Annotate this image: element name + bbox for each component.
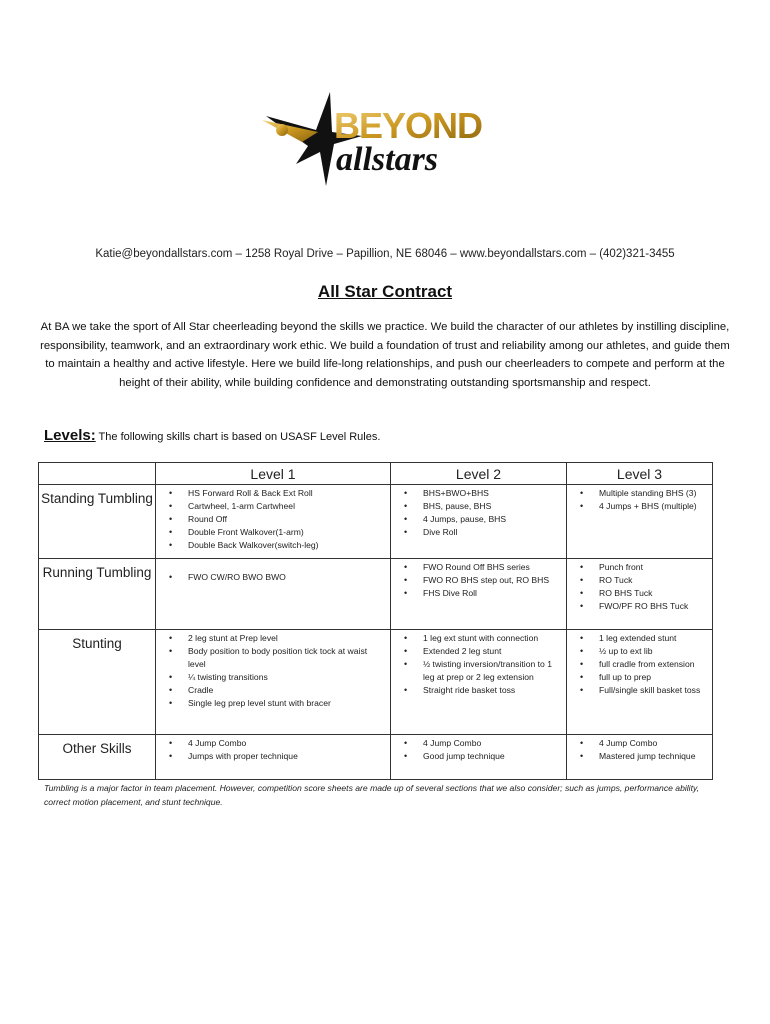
svg-text:allstars: allstars (336, 141, 439, 178)
list-item: • ½ twisting inversion/transition to 1 leg at prep or 2 leg extension (391, 658, 566, 684)
row-label: Other Skills (39, 735, 156, 780)
levels-heading (44, 427, 380, 444)
list-item: • full up to prep (567, 671, 712, 684)
header-level-2: Level 2 (391, 463, 567, 485)
list-item: • Extended 2 leg stunt (391, 645, 566, 658)
contact-line: Katie@beyondallstars.com – 1258 Royal Drive – Papillion, NE 68046 – www.beyondallstars.com – (402)321-3455 (95, 248, 675, 260)
list-item: • 2 leg stunt at Prep level (156, 632, 390, 645)
skill-cell (391, 630, 567, 735)
list-item: • BHS+BWO+BHS (391, 487, 566, 500)
list-item: • Double Front Walkover(1-arm) (156, 526, 390, 539)
skill-cell (567, 735, 713, 780)
list-item: • Straight ride basket toss (391, 684, 566, 697)
skill-cell (567, 630, 713, 735)
list-item: • Mastered jump technique (567, 750, 712, 763)
header-level-3: Level 3 (567, 463, 713, 485)
list-item: • RO BHS Tuck (567, 587, 712, 600)
skill-cell (156, 485, 391, 559)
skill-list (156, 561, 390, 584)
header-empty (39, 463, 156, 485)
list-item: • full cradle from extension (567, 658, 712, 671)
list-item: • Cradle (156, 684, 390, 697)
list-item: • 1 leg ext stunt with connection (391, 632, 566, 645)
skill-list (567, 632, 712, 697)
skill-cell (391, 735, 567, 780)
skill-cell (567, 559, 713, 630)
svg-text:BEYOND: BEYOND (334, 105, 483, 146)
list-item: • RO Tuck (567, 574, 712, 587)
list-item: • Dive Roll (391, 526, 566, 539)
skill-list (156, 487, 390, 552)
list-item: • FWO/PF RO BHS Tuck (567, 600, 712, 613)
skill-cell (156, 559, 391, 630)
list-item: • FWO Round Off BHS series (391, 561, 566, 574)
table-row (39, 630, 713, 735)
skill-list (391, 561, 566, 600)
list-item: • ¼ twisting transitions (156, 671, 390, 684)
skills-table (38, 462, 713, 780)
page-title: All Star Contract (317, 282, 453, 301)
skill-list (156, 632, 390, 710)
skill-list (391, 487, 566, 539)
table-header-row (39, 463, 713, 485)
skill-list (567, 487, 712, 513)
skill-list (567, 737, 712, 763)
table-row (39, 559, 713, 630)
list-item: • Multiple standing BHS (3) (567, 487, 712, 500)
row-label: Stunting (39, 630, 156, 735)
levels-label: Levels: (44, 427, 96, 444)
levels-text: The following skills chart is based on USASF Level Rules. (95, 431, 381, 443)
list-item: • FWO CW/RO BWO BWO (156, 571, 390, 584)
row-label: Running Tumbling (39, 559, 156, 630)
table-row (39, 735, 713, 780)
list-item: • Good jump technique (391, 750, 566, 763)
list-item: • FHS Dive Roll (391, 587, 566, 600)
footnote: Tumbling is a major factor in team placement. However, competition score sheets are made up of several sections that we also consider; such as jumps, performance ability, correct motion placement, and stunt technique. (44, 783, 700, 807)
list-item: • 4 Jump Combo (567, 737, 712, 750)
list-item: • Full/single skill basket toss (567, 684, 712, 697)
list-item: • Single leg prep level stunt with bracer (156, 697, 390, 710)
table-row (39, 485, 713, 559)
header-level-1: Level 1 (156, 463, 391, 485)
list-item: • 4 Jump Combo (156, 737, 390, 750)
list-item: • Jumps with proper technique (156, 750, 390, 763)
list-item: • 4 Jumps + BHS (multiple) (567, 500, 712, 513)
skill-cell (391, 485, 567, 559)
list-item: • Punch front (567, 561, 712, 574)
list-item: • 4 Jumps, pause, BHS (391, 513, 566, 526)
list-item: • 4 Jump Combo (391, 737, 566, 750)
list-item: • HS Forward Roll & Back Ext Roll (156, 487, 390, 500)
list-item: • Cartwheel, 1-arm Cartwheel (156, 500, 390, 513)
skill-list (391, 737, 566, 763)
skill-cell (156, 630, 391, 735)
list-item: • FWO RO BHS step out, RO BHS (391, 574, 566, 587)
intro-paragraph: At BA we take the sport of All Star cheerleading beyond the skills we practice. We build the character of our athletes by instilling discipline, responsibility, teamwork, and an extraordinary work ethic. We build a foundation of trust and reliability among our athletes, and guide them to maintain a healthy and active lifestyle. Here we build life-long relationships, and push our cheerleaders to compete and perform at the height of their ability, while building confidence and demonstrating outstanding sportsmanship and respect. (40, 321, 730, 389)
skill-cell (156, 735, 391, 780)
skill-cell (391, 559, 567, 630)
skill-list (156, 737, 390, 763)
list-item: • BHS, pause, BHS (391, 500, 566, 513)
skill-list (567, 561, 712, 613)
list-item: • Round Off (156, 513, 390, 526)
row-label: Standing Tumbling (39, 485, 156, 559)
list-item: • Double Back Walkover(switch-leg) (156, 539, 390, 552)
list-item: • ½ up to ext lib (567, 645, 712, 658)
skill-cell (567, 485, 713, 559)
skill-list (391, 632, 566, 697)
list-item: • 1 leg extended stunt (567, 632, 712, 645)
beyond-allstars-logo (262, 92, 494, 186)
list-item: • Body position to body position tick tock at waist level (156, 645, 390, 671)
